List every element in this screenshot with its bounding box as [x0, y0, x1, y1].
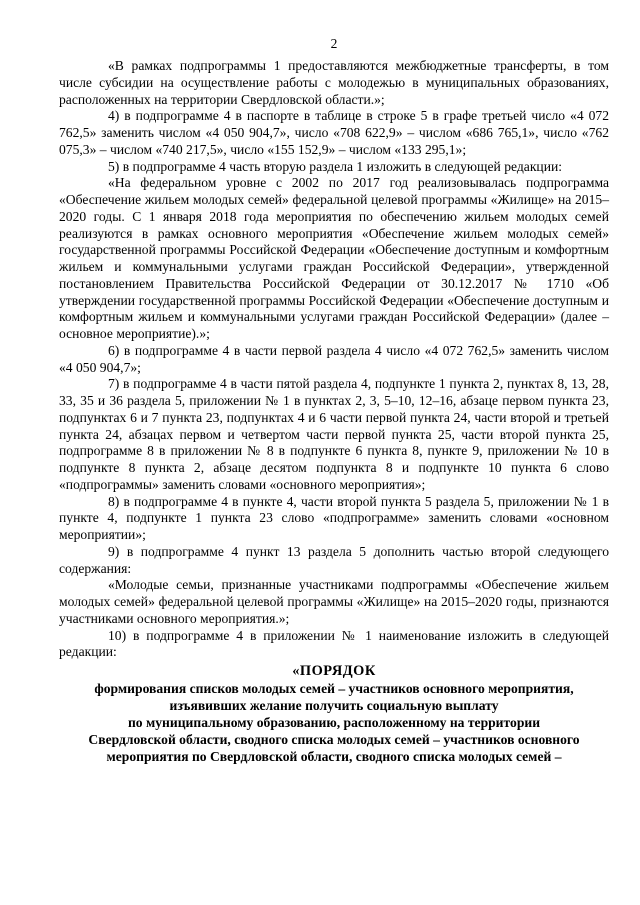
paragraph-item-6: 6) в подпрограмме 4 в части первой раздела 4 число «4 072 762,5» заменить числом «4 050 904,7»;	[59, 342, 609, 375]
order-heading-line: Свердловской области, сводного списка молодых семей – участников основного	[88, 732, 580, 747]
paragraph-item-10: 10) в подпрограмме 4 в приложении № 1 наименование изложить в следующей редакции:	[59, 627, 609, 660]
paragraph-item-4: 4) в подпрограмме 4 в паспорте в таблице в строке 5 в графе третьей число «4 072 762,5» заменить числом «4 050 904,7», число «708 622,9» – числом «686 765,1», число «762 075,3» – числом «740 217,5», число «155 152,9» – числом «133 295,1»;	[59, 108, 609, 157]
order-heading	[59, 663, 609, 765]
order-heading-line: формирования списков молодых семей – участников основного мероприятия,	[94, 681, 574, 696]
paragraph-quote-subprogram-1: «В рамках подпрограммы 1 предоставляются межбюджетные трансферты, в том числе субсидии на осуществление работы с молодежью в муниципальных образованиях, расположенных на территории Свердловской области.»;	[59, 58, 609, 107]
paragraph-item-8: 8) в подпрограмме 4 в пункте 4, части второй пункта 5 раздела 5, приложении № 1 в пункте 4, подпункте 1 пункта 23 слово «подпрограмме» заменить словами «основном мероприятии»;	[59, 493, 609, 542]
order-heading-title: «ПОРЯДОК	[292, 663, 376, 679]
paragraph-quote-federal-level: «На федеральном уровне с 2002 по 2017 год реализовывалась подпрограмма «Обеспечение жильем молодых семей» федеральной целевой программы «Жилище» на 2015–2020 годы. С 1 января 2018 года мероприятия по обеспечению жильем молодых семей реализуются в рамках основного мероприятия «Обеспечение жильем молодых семей» государственной программы Российской Федерации «Обеспечение доступным и комфортным жильем и коммунальными услугами граждан Российской Федерации», утвержденной постановлением Правительства Российской Федерации от 30.12.2017 № 1710 «Об утверждении государственной программы Российской Федерации «Обеспечение доступным и комфортным жильем и коммунальными услугами граждан Российской Федерации» (далее – основное мероприятие).»;	[59, 175, 609, 341]
document-body	[59, 58, 609, 661]
paragraph-quote-young-families: «Молодые семьи, признанные участниками подпрограммы «Обеспечение жильем молодых семей» федеральной целевой программы «Жилище» на 2015–2020 годы, признаются участниками основного мероприятия.»;	[59, 577, 609, 626]
paragraph-item-9: 9) в подпрограмме 4 пункт 13 раздела 5 дополнить частью второй следующего содержания:	[59, 543, 609, 576]
page-number: 2	[330, 36, 338, 51]
paragraph-item-7: 7) в подпрограмме 4 в части пятой раздела 4, подпункте 1 пункта 2, пунктах 8, 13, 28, 33, 35 и 36 раздела 5, приложении № 1 в пунктах 2, 3, 5–10, 12–16, абзаце первом пункта 23, подпунктах 6 и 7 пункта 23, подпунктах 4 и 6 части первой пункта 24, части второй и третьей пункта 24, абзацах первом и четвертом части первой пункта 25, части второй пункта 25, подпрограмме 8 в приложении № 8 в подпункте 6 пункта 8, пункте 9, приложении № 10 в подпункте 8 пункта 2, абзаце десятом подпункта 8 и подпункте 10 пункта 6 слово «подпрограммы» заменить словами «основного мероприятия»;	[59, 376, 609, 492]
order-heading-line: мероприятия по Свердловской области, сводного списка молодых семей –	[106, 749, 562, 764]
order-heading-line: по муниципальному образованию, расположенному на территории	[127, 715, 541, 730]
paragraph-item-5: 5) в подпрограмме 4 часть вторую раздела 1 изложить в следующей редакции:	[108, 158, 563, 174]
order-heading-line: изъявивших желание получить социальную выплату	[169, 698, 499, 713]
